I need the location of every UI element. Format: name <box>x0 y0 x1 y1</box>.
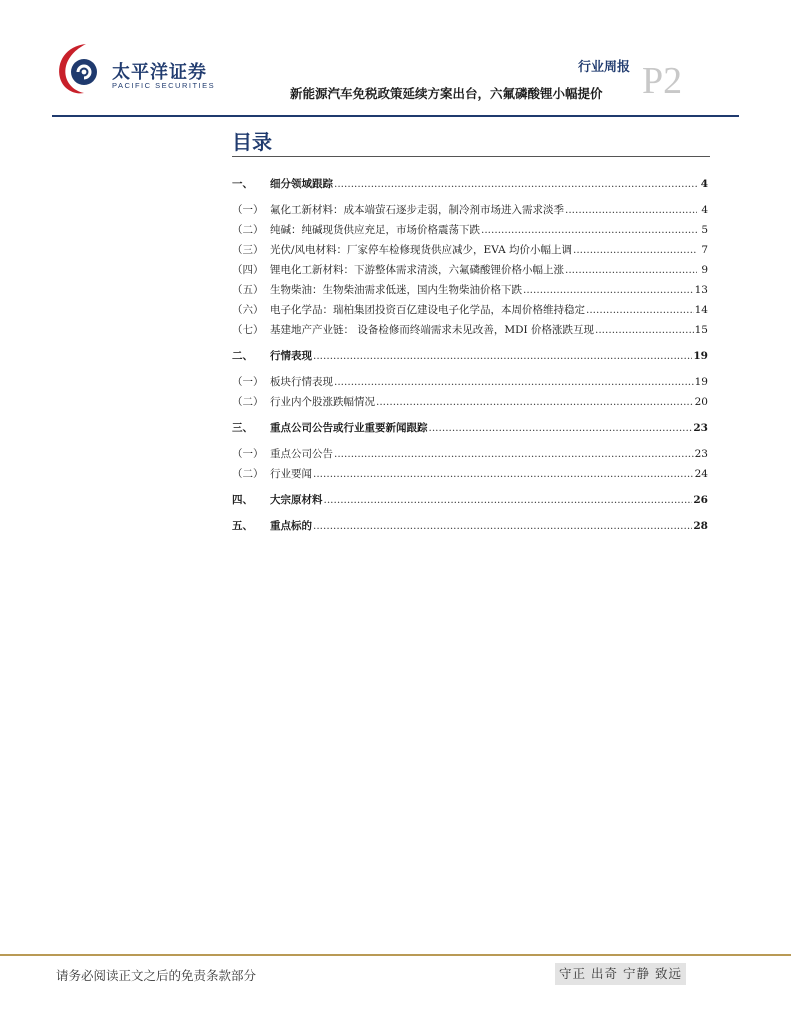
toc-entry-title: 重点公司公告或行业重要新闻跟踪 <box>270 422 428 434</box>
toc-entry-number: （二） <box>232 468 264 480</box>
toc-heading: 目录 <box>232 130 272 154</box>
toc-entry-title: 氟化工新材料：成本端萤石逐步走弱，制冷剂市场进入需求淡季 <box>270 204 564 216</box>
report-title: 新能源汽车免税政策延续方案出台，六氟磷酸锂小幅提价 <box>290 86 603 101</box>
toc-entry-title: 重点公司公告 <box>270 448 333 460</box>
toc-entry-title: 锂电化工新材料：下游整体需求清淡，六氟磷酸锂价格小幅上涨 <box>270 264 564 276</box>
footer-slogan: 守正 出奇 宁静 致远 <box>555 963 686 985</box>
toc-entry-2-1[interactable] <box>232 374 708 394</box>
toc-entry-number: 二、 <box>232 350 253 362</box>
toc-leader-dots <box>586 304 694 316</box>
toc-entry-page: 15 <box>694 324 708 336</box>
table-of-contents <box>232 176 708 538</box>
toc-entry-number: 五、 <box>232 520 253 532</box>
toc-entry-1-5[interactable] <box>232 282 708 302</box>
toc-entry-title: 大宗原材料 <box>270 494 323 506</box>
toc-entry-title: 细分领域跟踪 <box>270 178 333 190</box>
toc-leader-dots <box>565 204 697 216</box>
pacific-securities-logo-icon <box>52 40 108 96</box>
toc-leader-dots <box>481 224 697 236</box>
toc-leader-dots <box>324 494 693 506</box>
toc-entry-page: 5 <box>701 224 708 236</box>
toc-entry-2-2[interactable] <box>232 394 708 414</box>
toc-entry-title: 电子化学品：瑞柏集团投资百亿建设电子化学品，本周价格维持稳定 <box>270 304 585 316</box>
toc-entry-number: （五） <box>232 284 264 296</box>
toc-entry-page: 9 <box>701 264 708 276</box>
header-divider <box>52 115 739 117</box>
toc-entry-section-5[interactable] <box>232 518 708 538</box>
toc-entry-number: （三） <box>232 244 264 256</box>
toc-divider <box>232 156 710 157</box>
toc-leader-dots <box>429 422 693 434</box>
toc-entry-3-2[interactable] <box>232 466 708 486</box>
toc-entry-number: 四、 <box>232 494 253 506</box>
toc-entry-page: 24 <box>694 468 708 480</box>
toc-entry-number: 三、 <box>232 422 253 434</box>
toc-entry-title: 基建地产产业链： 设备检修而终端需求未见改善，MDI 价格涨跌互现 <box>270 324 594 336</box>
toc-entry-page: 19 <box>694 376 708 388</box>
toc-entry-1-6[interactable] <box>232 302 708 322</box>
toc-entry-number: （六） <box>232 304 264 316</box>
toc-leader-dots <box>313 350 692 362</box>
toc-entry-1-1[interactable] <box>232 202 708 222</box>
toc-entry-page: 26 <box>693 494 708 506</box>
toc-entry-number: （二） <box>232 396 264 408</box>
toc-entry-number: （二） <box>232 224 264 236</box>
toc-entry-page: 19 <box>693 350 708 362</box>
toc-entry-title: 重点标的 <box>270 520 312 532</box>
toc-entry-number: （一） <box>232 448 264 460</box>
brand-name-english: PACIFIC SECURITIES <box>112 81 216 90</box>
toc-leader-dots <box>595 324 694 336</box>
toc-entry-page: 13 <box>694 284 708 296</box>
toc-entry-number: （一） <box>232 376 264 388</box>
toc-leader-dots <box>523 284 694 296</box>
toc-leader-dots <box>565 264 697 276</box>
toc-leader-dots <box>334 448 694 460</box>
toc-entry-title: 生物柴油：生物柴油需求低迷，国内生物柴油价格下跌 <box>270 284 522 296</box>
toc-leader-dots <box>313 468 694 480</box>
toc-entry-page: 23 <box>694 448 708 460</box>
toc-entry-title: 行业内个股涨跌幅情况 <box>270 396 375 408</box>
toc-entry-page: 20 <box>694 396 708 408</box>
toc-entry-title: 行业要闻 <box>270 468 312 480</box>
toc-entry-page: 23 <box>693 422 708 434</box>
toc-leader-dots <box>313 520 692 532</box>
toc-entry-title: 板块行情表现 <box>270 376 333 388</box>
toc-entry-title: 纯碱：纯碱现货供应充足，市场价格震荡下跌 <box>270 224 480 236</box>
toc-entry-page: 14 <box>694 304 708 316</box>
toc-entry-1-7[interactable] <box>232 322 708 342</box>
toc-entry-1-2[interactable] <box>232 222 708 242</box>
toc-entry-page: 28 <box>693 520 708 532</box>
toc-entry-page: 4 <box>701 204 708 216</box>
toc-entry-title: 行情表现 <box>270 350 312 362</box>
toc-leader-dots <box>573 244 697 256</box>
toc-leader-dots <box>376 396 694 408</box>
toc-entry-number: （四） <box>232 264 264 276</box>
toc-entry-number: （一） <box>232 204 264 216</box>
toc-entry-page: 4 <box>700 178 708 190</box>
toc-entry-title: 光伏/风电材料：厂家停车检修现货供应减少，EVA 均价小幅上调 <box>270 244 572 256</box>
toc-entry-page: 7 <box>701 244 708 256</box>
toc-entry-number: 一、 <box>232 178 253 190</box>
toc-entry-3-1[interactable] <box>232 446 708 466</box>
toc-entry-section-2[interactable] <box>232 348 708 368</box>
toc-entry-section-3[interactable] <box>232 420 708 440</box>
brand-name: 太平洋证券 <box>112 62 207 83</box>
toc-leader-dots <box>334 178 697 190</box>
footer-disclaimer: 请务必阅读正文之后的免责条款部分 <box>56 968 257 983</box>
toc-leader-dots <box>334 376 694 388</box>
page-number-mark: P2 <box>642 60 683 102</box>
toc-entry-1-3[interactable] <box>232 242 708 262</box>
toc-entry-section-1[interactable] <box>232 176 708 196</box>
toc-entry-number: （七） <box>232 324 264 336</box>
toc-entry-section-4[interactable] <box>232 492 708 512</box>
toc-entry-1-4[interactable] <box>232 262 708 282</box>
report-type: 行业周报 <box>578 60 631 75</box>
footer-divider <box>0 954 791 956</box>
